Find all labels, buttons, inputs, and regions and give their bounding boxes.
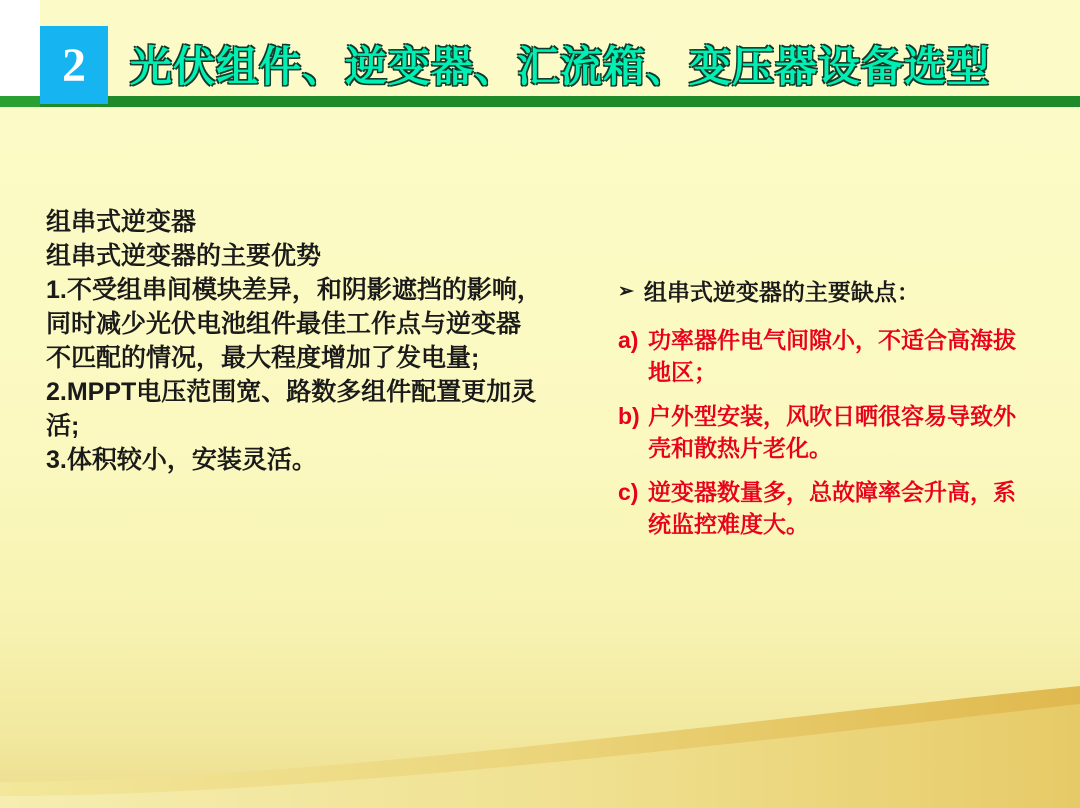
left-line: 组串式逆变器 <box>46 208 197 236</box>
header-divider <box>0 96 1080 107</box>
list-item-label: 逆变器数量多，总故障率会升高，系统监控难度大。 <box>648 479 1016 537</box>
left-line: 不匹配的情况，最大程度增加了发电量; <box>46 344 480 372</box>
left-text-block <box>46 205 576 477</box>
left-line: 同时减少光伏电池组件最佳工作点与逆变器 <box>46 310 522 338</box>
header-divider-accent <box>0 96 40 107</box>
right-text-block <box>618 276 1028 552</box>
list-item-label: 户外型安装，风吹日晒很容易导致外壳和散热片老化。 <box>648 403 1016 461</box>
list-item-marker: b) <box>618 403 640 429</box>
arrow-bullet-icon: ➢ <box>618 281 634 302</box>
footer-decoration <box>0 678 1080 808</box>
left-line: 3.体积较小，安装灵活。 <box>46 446 317 474</box>
list-item <box>618 324 1028 388</box>
list-item-label: 功率器件电气间隙小，不适合高海拔地区； <box>648 327 1016 385</box>
right-heading-label: 组串式逆变器的主要缺点： <box>643 279 920 305</box>
page-title: 光伏组件、逆变器、汇流箱、变压器设备选型 <box>130 45 991 91</box>
left-line: 1.不受组串间模块差异，和阴影遮挡的影响， <box>46 276 542 304</box>
list-item <box>618 400 1028 464</box>
list-item-marker: c) <box>618 479 639 505</box>
list-item-marker: a) <box>618 327 639 353</box>
right-heading <box>618 276 1028 308</box>
left-line: 2.MPPT电压范围宽、路数多组件配置更加灵 <box>46 378 537 406</box>
corner-accent <box>0 0 40 104</box>
left-line: 活; <box>46 412 80 440</box>
section-number-badge: 2 <box>40 26 108 104</box>
left-line: 组串式逆变器的主要优势 <box>46 242 322 270</box>
list-item <box>618 476 1028 540</box>
